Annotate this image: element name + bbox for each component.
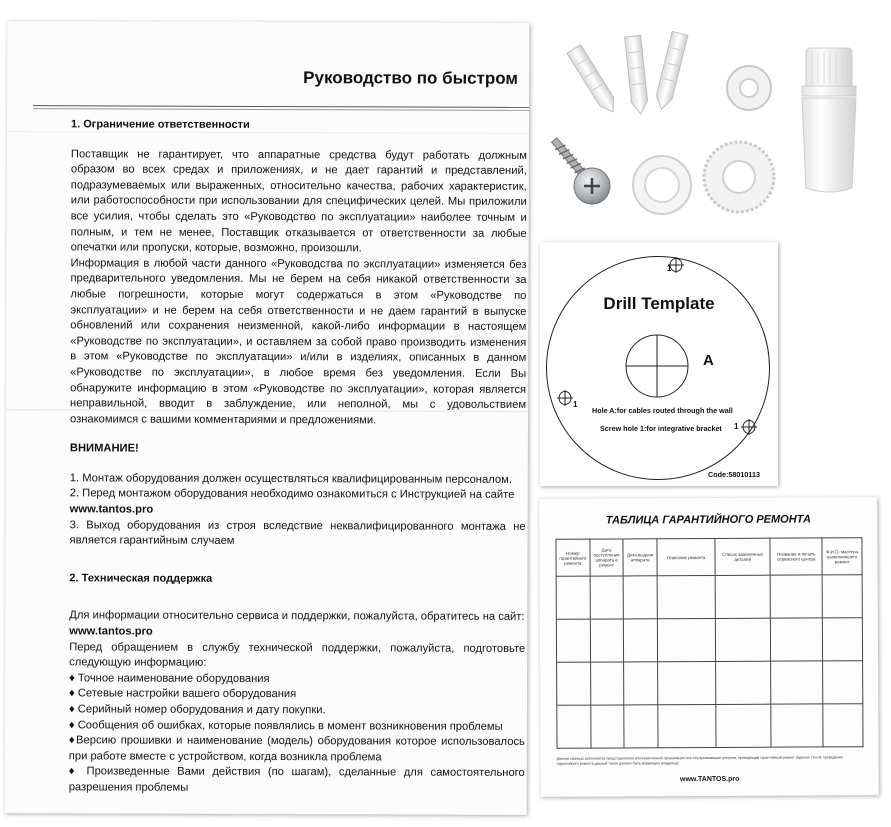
support-prepare-paragraph: Перед обращением в службу технической поддержки, пожалуйста, подготовьте следующую информацию:: [69, 640, 526, 670]
section-2-heading: 2. Техническая поддержка: [69, 572, 213, 585]
nut-ring-image: [700, 138, 778, 216]
attention-heading: ВНИМАНИЕ!: [69, 442, 139, 455]
guide-body: [69, 117, 527, 797]
support-item: ♦ Сообщения об ошибках, которые появлялись в момент возникновения проблемы: [68, 718, 503, 733]
drill-template-title: Drill Template: [603, 294, 715, 313]
support-item: ♦ Серийный номер оборудования и дату покупки.: [68, 703, 326, 717]
screw-head-image: [572, 166, 612, 206]
template-markings: [540, 242, 778, 486]
disclaimer-paragraph-1: Поставщик не гарантирует, что аппаратные средства будут работать должным образом во всех средах и приложениях, и не дает гарантий и представлений, подразумеваемых или выраженных, относительно качества, рабочих характеристик, или работоспособности при использовании для специфических целей. Мы приложили все усилия, чтобы сделать это «Руководство по эксплуатации» наиболее точным и полным, и тем не менее, Поставщик отказывается от ответственности за любые опечатки или пропуски, которые, возможно, произошли.: [70, 147, 527, 255]
column-header: Дата выдачи аппарата: [623, 539, 657, 576]
column-header: Номер гарантийного ремонта: [556, 539, 590, 576]
warranty-title: ТАБЛИЦА ГАРАНТИЙНОГО РЕМОНТА: [605, 513, 811, 527]
washer-image: [724, 63, 774, 113]
attention-site: www.tantos.pro: [69, 503, 154, 516]
warranty-table-card: [539, 497, 879, 797]
support-item: ♦ Точное наименование оборудования: [69, 672, 270, 685]
column-header: Название и печать сервисного центра: [770, 538, 822, 575]
title-rule: [33, 105, 529, 111]
guide-title: Руководство по быстром: [303, 68, 519, 88]
attention-item-2: 2. Перед монтажом оборудования необходимо ознакомиться с Инструкцией на сайте: [69, 487, 515, 502]
screw-hole-number: 1: [667, 264, 672, 273]
disclaimer-paragraph-2: Информация в любой части данного «Руководства по эксплуатации» изменяется без предварительного уведомления. Мы не берем на себя никакой ответственности за любые погрешности, которые могут содержаться в этом «Руководстве по эксплуатации» и не берем на себя ответственности и не даем гарантий в выпуске обновлений или сохранения неизменной, какой-либо информации в настоящем «Руководстве по эксплуатации», и оставляем за собой право производить изменения в этом «Руководстве по эксплуатации» и/или в изделиях, описанных в данном «Руководстве по эксплуатации», в любое время без уведомления. Если Вы обнаружите информацию в этом «Руководстве по эксплуатации», которая является неправильной, вводит в заблуждение, или неполной, мы с удовольствием ознакомимся с вашими комментариями и предложениями.: [69, 257, 527, 427]
hole-a-note: Hole A:for cables routed through the wall: [592, 406, 733, 415]
screw-hole-note: Screw hole 1:for integrative bracket: [600, 424, 722, 433]
warranty-footnote: Данная таблица заполняется представителем уполномоченной организации или обслуживающим центром, проводящим гарантийный ремонт изделия. После проведения гарантийного ремонта данный талон должен быть возвращен владельцу: [556, 755, 843, 766]
support-site: www.tantos.pro: [69, 625, 153, 638]
attention-item-1: 1. Монтаж оборудования должен осуществляться квалифицированным персоналом.: [69, 472, 512, 486]
support-item: ♦ Сетевые настройки вашего оборудования: [69, 687, 297, 701]
screw-hole-number: 1: [734, 422, 739, 431]
template-code: Code:58010113: [708, 470, 760, 479]
wall-anchors-image: [565, 28, 695, 128]
table-header-row: [556, 538, 862, 577]
warranty-site: www.TANTOS.pro: [679, 775, 740, 784]
drill-template-card: [540, 242, 778, 486]
screw-hole-number: 1: [573, 400, 578, 409]
support-item: ♦ Произведенные Вами действия (по шагам), сделанные для самостоятельного разрешения проблемы: [68, 765, 525, 794]
column-header: Список замененных деталей: [715, 538, 770, 575]
support-paragraph: Для информации относительно сервиса и поддержки, пожалуйста, обратитесь на сайт:: [69, 609, 525, 624]
hole-a-label: A: [703, 352, 714, 369]
table-row: [557, 661, 863, 706]
table-row: [556, 618, 862, 663]
table-row: [557, 704, 863, 749]
column-header: Описание ремонта: [657, 538, 715, 575]
rubber-ring-image: [630, 153, 694, 217]
quick-guide-sheet: [5, 21, 530, 815]
column-header: Ф.И.О. мастера выполнившего ремонт: [822, 538, 862, 575]
support-item: ♦Версию прошивки и наименование (модель) оборудования которое использовалось при работе вместе с устройством, когда возникла проблема: [68, 734, 525, 764]
attention-item-3: 3. Выход оборудования из строя вследствие неквалифицированного монтажа не является гарантийным случаем: [69, 518, 526, 548]
section-1-heading: 1. Ограничение ответственности: [71, 118, 250, 131]
cable-gland-image: [788, 42, 870, 202]
column-header: Дата поступления аппарата в ремонт: [590, 539, 624, 576]
table-row: [556, 575, 862, 620]
warranty-table: [555, 537, 863, 749]
